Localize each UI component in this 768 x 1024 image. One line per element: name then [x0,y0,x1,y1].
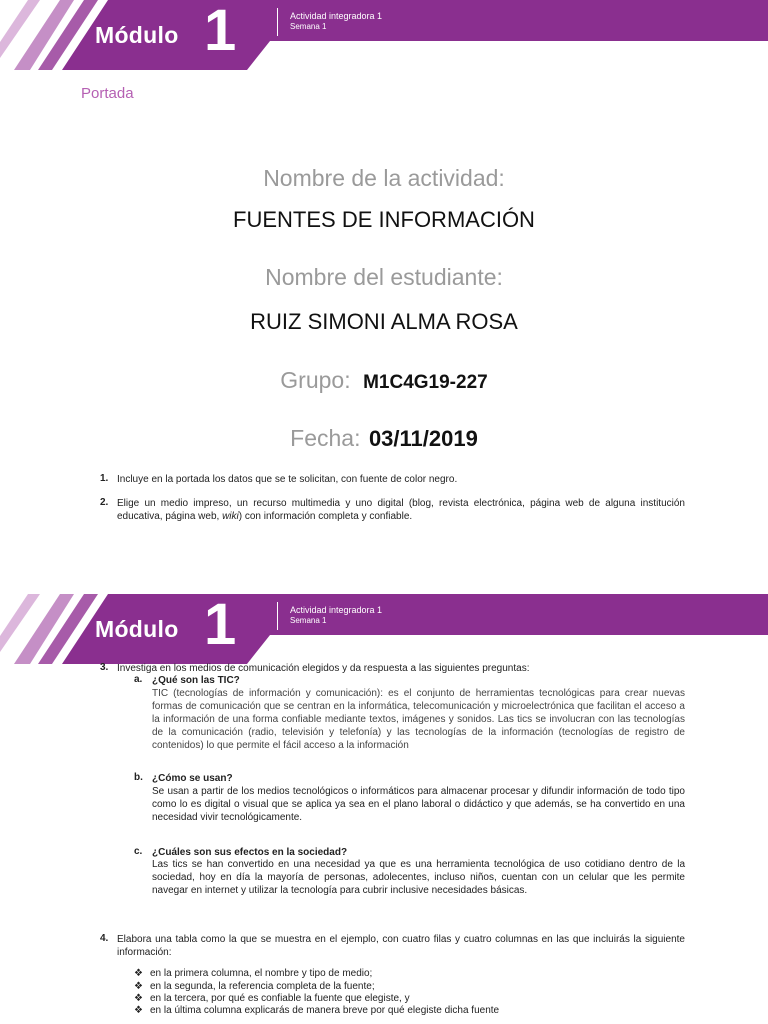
diamond-bullet-icon: ❖ [134,1005,143,1016]
question-answer: Las tics se han convertido en una necesidad ya que es una herramienta tecnológica de uso cotidiano dentro de la sociedad, hoy en día la mayoría de personas, adolecentes, incluso niños, cuentan con un celular que les permite navegar en internet y utilizar la tecnología para cubrir inclusive necesidades básicas. [152,859,685,896]
question-letter: a. [134,674,143,685]
instruction-text: Investiga en los medios de comunicación elegidos y da respuesta a las siguientes preguntas: [117,663,530,674]
date-value: 03/11/2019 [368,426,478,451]
module-number: 1 [204,592,237,657]
module-number: 1 [204,0,237,63]
list-item [134,1005,499,1017]
question-answer: TIC (tecnologías de información y comunicación): es el conjunto de herramientas tecnológicas para crear nuevas formas de comunicación que se centran en la informática, telecomunicación y microelectrónica que facilitan el acceso a la información de una forma confiable mediante textos, imágenes y sonidos. Las tics se involucran con las tecnologías de la comunicación (radio, televisión y telefonía) y las tecnologías de la información (tecnologías de registro de contenidos) lo que permite el fácil acceso a la información [152,688,685,751]
module-banner [0,0,768,70]
instruction-number: 1. [100,473,109,484]
module-word: Módulo [95,22,179,48]
week-label: Semana 1 [290,616,327,625]
student-label: Nombre del estudiante: [265,264,503,290]
instruction-text-part: ) con información completa y confiable. [238,511,413,522]
week-label: Semana 1 [290,22,327,31]
diamond-bullet-icon: ❖ [134,981,143,992]
activity-title: Actividad integradora 1 [290,11,383,21]
question-answer: Se usan a partir de los medios tecnológicos o informáticos para almacenar procesar y difundir información de todo tipo como lo es digital o visual que se aplica ya sea en el plano laboral o didáctico y que además, se ha convertido en una necesidad vivir tecnológicamente. [152,786,685,823]
question-letter: b. [134,772,143,783]
date-label: Fecha: [290,425,361,451]
diamond-bullet-icon: ❖ [134,993,143,1004]
question-letter: c. [134,846,143,857]
question-title: ¿Cómo se usan? [152,773,233,784]
activity-title: Actividad integradora 1 [290,605,383,615]
banner-divider [277,602,278,630]
list-item-text: en la primera columna, el nombre y tipo de medio; [150,968,373,979]
student-name: RUIZ SIMONI ALMA ROSA [250,309,518,334]
instruction-text: Incluye en la portada los datos que se te solicitan, con fuente de color negro. [117,474,458,485]
list-item [134,981,375,993]
list-item [134,993,410,1005]
instruction-number: 2. [100,497,109,508]
list-item-text: en la tercera, por qué es confiable la fuente que elegiste, y [150,993,410,1004]
section-title: Portada [81,85,134,102]
list-item-text: en la última columna explicarás de manera breve por qué elegiste dicha fuente [150,1005,500,1016]
banner-divider [277,8,278,36]
group-value: M1C4G19-227 [363,372,488,393]
list-item [134,968,372,980]
module-word: Módulo [95,616,179,642]
instruction-text [117,497,685,523]
question-title: ¿Cuáles son sus efectos en la sociedad? [152,847,348,858]
instruction-number: 4. [100,933,109,944]
diamond-bullet-icon: ❖ [134,968,143,979]
instruction-italic: wiki [222,511,239,522]
activity-label: Nombre de la actividad: [263,165,505,191]
module-banner [0,594,768,664]
list-item-text: en la segunda, la referencia completa de la fuente; [150,981,375,992]
date-row [0,425,768,452]
instruction-number: 3. [100,662,109,673]
instruction-text-part: Elige un medio impreso, un recurso multimedia y uno digital (blog, revista electrónica, página web de alguna institución educativa, página web, [117,498,685,522]
activity-name: FUENTES DE INFORMACIÓN [233,207,535,232]
group-row [0,367,768,394]
group-label: Grupo: [280,367,351,393]
instruction-text: Elabora una tabla como la que se muestra en el ejemplo, con cuatro filas y cuatro columnas en las que incluirás la siguiente información: [117,934,685,958]
question-title: ¿Qué son las TIC? [152,675,240,686]
